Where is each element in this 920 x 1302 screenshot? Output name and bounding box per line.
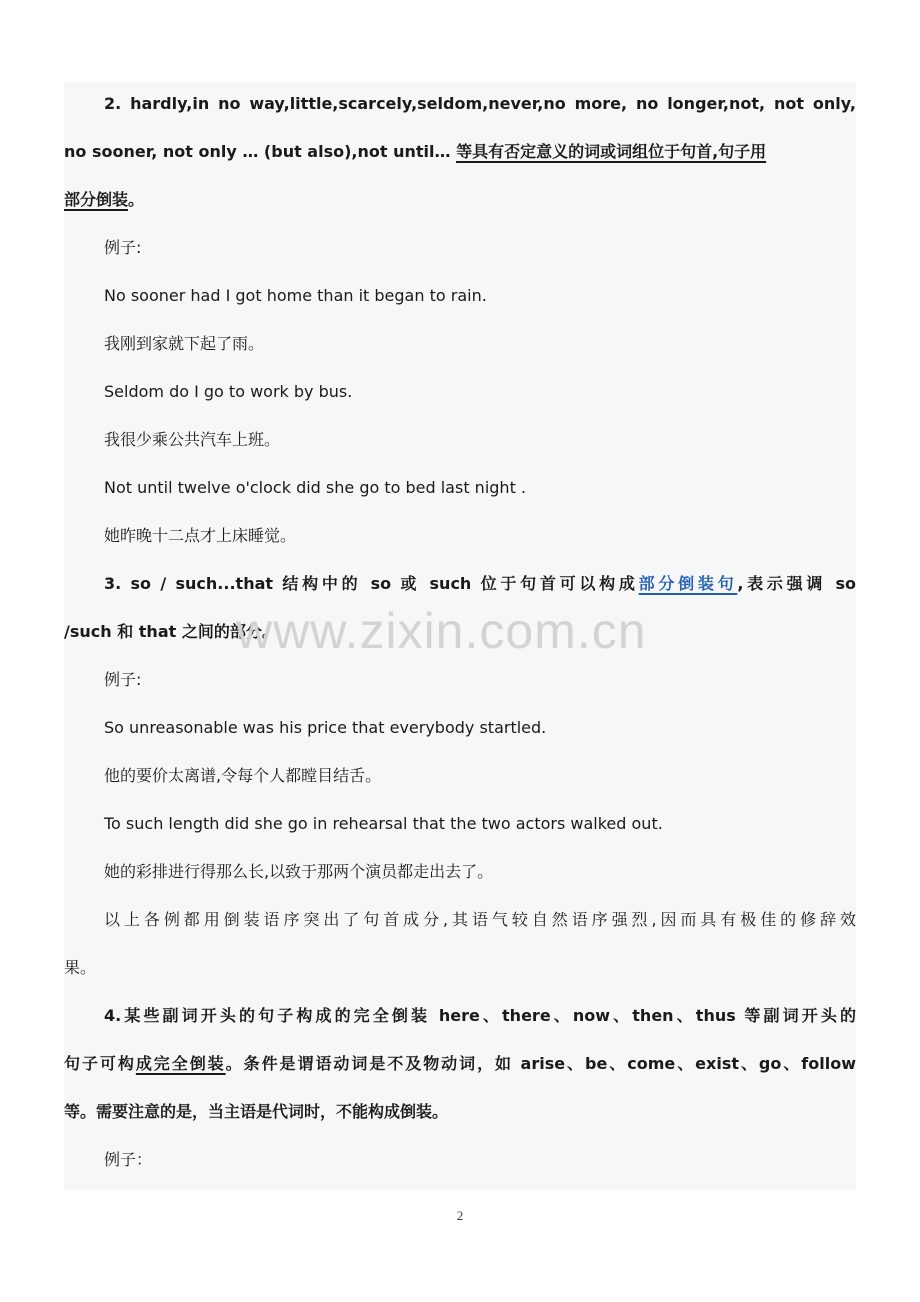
section2-example-1: No sooner had I got home than it began to rain. [104,286,487,305]
section4-line2-end: 。条件是谓语动词是不及物动词，如 arise、be、come、exist、go、follow [225,1054,856,1073]
section2-example-3: Seldom do I go to work by bus. [104,382,353,401]
section2-example-5: Not until twelve o'clock did she go to bed last night . [104,478,527,497]
section2-heading-line1: 2. hardly,in no way,little,scarcely,seldom,never,no more, no longer,not, not only, [104,94,856,113]
section2-line3-underlined: 部分倒装 [64,190,129,209]
section3-line1-start: 3. so / such...that 结构中的 so 或 such 位于句首可以构成 [104,574,639,593]
section3-example-3: To such length did she go in rehearsal that the two actors walked out. [104,814,663,833]
section4-line2-underlined: 成完全倒装 [135,1054,226,1073]
section3-heading-line2: /such 和 that 之间的部分。 [64,622,278,641]
section4-heading-line3: 等。需要注意的是，当主语是代词时，不能构成倒装。 [64,1102,449,1121]
section2-example-4: 我很少乘公共汽车上班。 [104,430,281,449]
section3-example-label: 例子: [104,670,142,689]
section3-summary-line1: 以上各例都用倒装语序突出了句首成分,其语气较自然语序强烈,因而具有极佳的修辞效 [104,910,856,929]
section4-line2-start: 句子可构 [64,1054,136,1073]
section3-heading-line1 [64,568,856,600]
section2-line3-end: 。 [128,190,145,209]
section3-link[interactable]: 部分倒装句 [638,574,738,593]
section2-heading-line3 [64,184,856,216]
section3-line1-end: ,表示强调 so [737,574,856,593]
page-number: 2 [456,1208,464,1223]
section2-example-6: 她昨晚十二点才上床睡觉。 [104,526,297,545]
section2-line2-underlined: 等具有否定意义的词或词组位于句首,句子用 [456,142,767,161]
section4-example-label: 例子： [104,1150,153,1169]
section3-example-2: 他的要价太离谱,令每个人都瞠目结舌。 [104,766,382,785]
section3-example-4: 她的彩排进行得那么长,以致于那两个演员都走出去了。 [104,862,494,881]
section2-example-label: 例子: [104,238,142,257]
section3-example-1: So unreasonable was his price that everybody startled. [104,718,547,737]
section3-summary-line2: 果。 [64,958,97,977]
watermark: www.zixin.com.cn [236,603,647,659]
section4-heading-line2 [64,1048,856,1080]
section2-example-2: 我刚到家就下起了雨。 [104,334,265,353]
section2-heading-line2 [64,136,856,168]
section4-heading-line1: 4.某些副词开头的句子构成的完全倒装 here、there、now、then、thus 等副词开头的 [104,1006,856,1025]
section2-line2-plain: no sooner, not only … (but also),not until… [64,142,457,161]
